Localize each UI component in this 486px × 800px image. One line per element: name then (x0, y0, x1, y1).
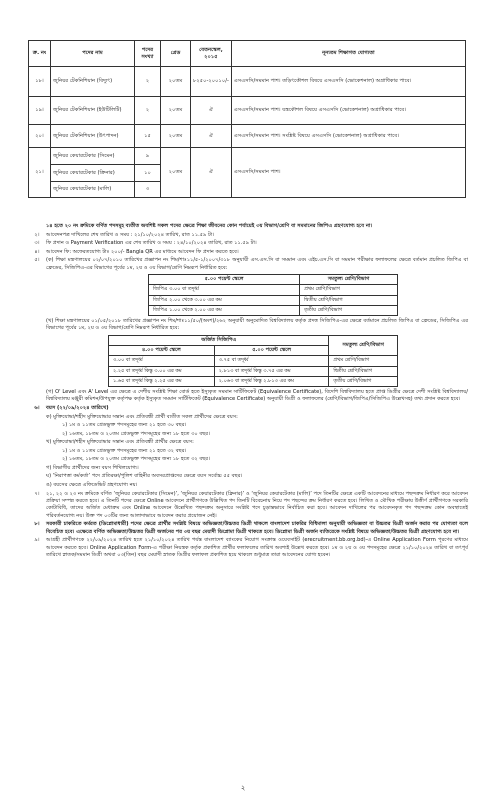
cell-qualification: এসএসসি/সমমান পাশ। সংশ্লিষ্ট বিষয়ে এসএসসি (ভোকেশনাল) অগ্রাধিকার পাবে। (231, 125, 465, 148)
posts-table (28, 40, 466, 198)
age-freedom-fighter (28, 439, 468, 446)
age-text: ঘ) ‘নিরাপত্তা কর্মকর্তা’ পদে প্রতিরক্ষা/পুলিশ বাহিনীর অবসরপ্রাপ্তদের ক্ষেত্রে বয়স সর্বোচ্চ ৫৫ বছর। (46, 473, 243, 480)
cell-class: দ্বিতীয় শ্রেণি/বিভাগ (329, 366, 398, 376)
cell-sl: ১৮। (29, 67, 51, 97)
cell-cgpa-5: ৩.৭৫ বা তদূর্ধ্ব (214, 356, 329, 366)
age-text: ক) মুক্তিযোদ্ধা/শহীদ মুক্তিযোদ্ধার সন্তান এবং প্রতিবন্ধী প্রার্থী ব্যতীত সকল প্রার্থীদের ক্ষেত্রে বয়স: (46, 413, 238, 420)
page-number: ২ (240, 784, 246, 792)
note-payment-deadline (28, 240, 468, 247)
notes-section (28, 223, 468, 561)
note-number: ৪। (34, 248, 40, 255)
note-text: বয়স (২২/০৯/২০২৪ তারিখে) (46, 404, 109, 411)
cell-sl: ২১। (29, 148, 51, 198)
age-general-1 (28, 422, 468, 429)
note-text: (খ) শিক্ষা মন্ত্রণালয়ের ০১/০৫/২০১৮ তারিখের প্রজ্ঞাপন নং শিম/শাঃ১১/৫০/(অংশ)/২৬২ অনুযায়ী অনুমোদিত বিশ্ববিদ্যালয় কর্তৃক প্রদত্ত সিজিপিএ-এর ক্ষেত্রে বর্তমানে প্রচলিত জিপিএ বা ফ্রেডের, সিজিপিএ এর বিভাগের পূর্বের ১ম, ২য় ও ৩য় বিভাগ/শ্রেণি নিম্নরূপ নির্ধারিত হবে: (46, 318, 468, 332)
cell-sl: ১৯। (29, 97, 51, 125)
table-row (29, 97, 466, 125)
table-row (109, 366, 398, 376)
note-grade-restriction (28, 223, 468, 230)
cell-count: ৯ (135, 148, 161, 165)
cell-post: জুনিয়র টেকনিশিয়ান (বিদ্যুৎ) (51, 67, 135, 97)
table-row (149, 285, 398, 295)
note-online-application (28, 537, 468, 559)
cell-post: জুনিয়র কেয়ারটেকার (সিমেন) (51, 148, 135, 165)
header-equivalent-class: সমতুল্য শ্রেণি/বিভাগ (329, 335, 398, 356)
note-number: ৭। (34, 490, 40, 497)
age-freedom-fighter-2 (28, 456, 468, 463)
cell-class: তৃতীয় শ্রেণি/বিভাগ (329, 376, 398, 386)
cell-cgpa-5: ২.০৬৩ বা তদূর্ধ্ব কিন্তু ২.৮১৩ এর কম (214, 376, 329, 386)
note-text: সরকারী চাকরিতে কর্মরত (ডিপ্লোমাধারী) পদের ক্ষেত্রে প্রার্থীর সংশ্লিষ্ট বিষয়ে অভিজ্ঞতা/উচ্চতর ডিগ্রী থাকলে বাংলাদেশ চাকরির বিধিমালা অনুযায়ী অভিজ্ঞতা বা উচ্চতর ডিগ্রী অর্জন করার পর যোগ্যতা বলে বিবেচিত হবে। এক্ষেত্রে বর্ণিত অভিজ্ঞতা/উচ্চতর ডিগ্রী অর্জনের পর ৩য় বছর মেয়াদী ডিপ্লোমা ডিগ্রী থাকতে হবে। ডিপ্লোমা ডিগ্রী অর্জন ব্যতিরেকে সংশ্লিষ্ট বিষয়ে অভিজ্ঞতা/উচ্চতর ডিগ্রী গ্রহণযোগ্য হবে না। (46, 521, 468, 535)
cgpa-equivalence-table (108, 335, 398, 387)
header-equivalent-class: সমতুল্য শ্রেণি/বিভাগ (300, 275, 398, 285)
header-scale: বেতনস্কেল, ২০১৫ (191, 41, 232, 67)
note-experience (28, 521, 468, 536)
note-number: ২। (34, 231, 40, 238)
table-row (29, 67, 466, 97)
table-row (149, 295, 398, 305)
header-count: পদের সংখ্যা (135, 41, 161, 67)
cell-class: দ্বিতীয় শ্রেণি/বিভাগ (300, 295, 398, 305)
cell-cgpa-4: ২.২৫ বা তদূর্ধ্ব কিন্তু ৩.০০ এর কম (109, 366, 215, 376)
age-text: ২) ১৬তম, ১৮তম ও ২০তম গ্রেডভুক্ত পদসমূহের জন্য ১৮ হতে ৩২ বছর। (62, 456, 210, 463)
note-foreign-degree (28, 389, 468, 404)
header-sl: ক্র. নং (29, 41, 51, 67)
header-grade: গ্রেড (161, 41, 191, 67)
cell-qualification: এসএসসি/সমমান পাশ। তড়িৎকৌশল বিষয়ে এসএসসি (ভোকেশনাল) অগ্রাধিকার পাবে। (231, 67, 465, 97)
age-freedom-fighter-1 (28, 448, 468, 455)
cell-qualification: এসএসসি/সমমান পাশ। যন্ত্রকৌশল বিষয়ে এসএসসি (ভোকেশনাল) অগ্রাধিকার পাবে। (231, 97, 465, 125)
header-achieved-cgpa: অর্জিত সিজিপিএ (109, 335, 329, 345)
age-general-2 (28, 431, 468, 438)
age-text: ১) ১ম ও ১১তম গ্রেডভুক্ত পদসমূহের জন্য ২১ হতে ৩০ বছর। (62, 422, 187, 429)
cell-count: ৩ (135, 182, 161, 198)
age-affidavit (28, 482, 468, 489)
note-deadline (28, 232, 468, 239)
note-number: ৮। (34, 521, 40, 528)
note-age-heading (28, 405, 468, 412)
cell-scale: ঐ (191, 148, 232, 198)
note-text: আগ্রহী প্রার্থীগণকে ২২/০৯/২০২৪ তারিখ হতে ২১/১০/২০২৪ তারিখ পর্যন্ত বাংলাদেশ ব্যাংকের নিয়োগ সংক্রান্ত ওয়েবসাইট (erecruitment.bb.org.bd)-এ Online Application Form পূরণের মাধ্যমে আবেদন করতে হবে। Online Application Form-এ পরীক্ষা নিয়ন্ত্রক কর্তৃক প্রকাশিত প্রার্থীর ফলাফলের তারিখ অবশ্যই উল্লেখ করতে হবে। ১ম ও ২য় ও ৩য় পদসমূহের ক্ষেত্রে ২১/১০/২০২৪ তারিখ বা তৎপূর্ব তারিখে স্নাতক/সমমান ডিগ্রী অথবা ০৩(তিন) বছর মেয়াদী স্নাতক ডিগ্রীর ফলাফল প্রকাশিত হয়ে থাকলে শুধুমাত্র তারা আবেদনের যোগ্য হবেন। (46, 537, 468, 558)
table-row (109, 376, 398, 386)
note-gpa-equivalence (28, 257, 468, 272)
age-security-officer (28, 473, 468, 480)
note-application-fee (28, 249, 468, 256)
cell-class: প্রথম শ্রেণি/বিভাগ (329, 356, 398, 366)
cell-cgpa-5: ২.৮১৩ বা তদূর্ধ্ব কিন্তু ৩.৭৫ এর কম (214, 366, 329, 376)
cell-scale: ঐ (191, 125, 232, 148)
cell-post: জুনিয়র টেকনিশিয়ান (ইউটিলিটি) (51, 97, 135, 125)
cell-grade: ২০তম (161, 125, 191, 148)
header-4-point-scale: ৪.০০ পয়েন্ট স্কেলে (109, 346, 215, 356)
gpa-equivalence-table (148, 274, 398, 316)
note-text: ফি প্রদান ও Payment Verification এর শেষ তারিখ ও সময় : ২৪/১০/২০২৪ তারিখ, রাত ১১.৫৯ টা। (46, 240, 257, 247)
cell-grade: ২০তম (161, 97, 191, 125)
cell-grade: ২০তম (161, 67, 191, 97)
note-caretaker-preference (28, 491, 468, 521)
note-text: আবেদন ফি: অফেরতযোগ্য টাঃ ২০০/- Bangla QR এর মাধ্যমে আবেদন ফি প্রদান করতে হবে। (46, 248, 239, 255)
note-number: ৬। (34, 404, 40, 411)
age-text: গ) বিভাগীয় প্রার্থীদের জন্য বয়স শিথিলযোগ্য। (46, 464, 139, 471)
table-row (29, 125, 466, 148)
note-text: (ক) শিক্ষা মন্ত্রণালয়ের ০২/০৭/২০১০ তারিখের প্রজ্ঞাপন নং শিম/শাঃ১১/৫-১/২০০৭/৩১৮ অনুযায়ী এস.এস.সি বা সমমান এবং এইচ.এস.সি বা সমমান পরীক্ষার ফলাফলের ক্ষেত্রে বর্তমান প্রচলিত জিপিএ বা ফ্রেডের, সিজিপিএ-এর বিভাগের পূর্বের ১ম, ২য় ও ৩য় বিভাগ/শ্রেণি নিম্নরূপ নির্ধারিত হবে: (46, 257, 468, 271)
header-gpa-scale: ৫.০০ পয়েন্ট স্কেলে (149, 275, 300, 285)
table-row (109, 356, 398, 366)
cell-post: জুনিয়র কেয়ারটেকার (ক্রিনার) (51, 165, 135, 182)
cell-qualification: এসএসসি/সমমান পাশ। (231, 148, 465, 198)
cell-count: ১০ (135, 165, 161, 182)
age-departmental (28, 465, 468, 472)
table-row (149, 305, 398, 315)
cell-class: তৃতীয় শ্রেণি/বিভাগ (300, 305, 398, 315)
table-header-row (109, 335, 398, 345)
age-text: ২) ১৬তম, ১৮তম ও ২০তম গ্রেডভুক্ত পদসমূহের জন্য ১৮ হতে ৩০ বছর। (62, 430, 210, 437)
cell-cgpa-4: ১.৬৫ বা তদূর্ধ্ব কিন্তু ২.২৫ এর কম (109, 376, 215, 386)
cell-scale: ঐ (191, 97, 232, 125)
table-header-row (149, 275, 398, 285)
note-text: ২১, ২২ ও ২৩ নং ক্রমিকে বর্ণিত ‘জুনিয়র কেয়ারটেকার (সিমেন)’, ‘জুনিয়র কেয়ারটেকার (ক্লিনার)’ ও ‘জুনিয়র কেয়ারটেকার (মালি)’ পদে তিনটির ক্ষেত্রে একটি আবেদনের মাধ্যমে পছন্দক্রম নির্ধারণ করে আবেদন প্রক্রিয়া সম্পন্ন করতে হবে। এ তিনটি পদের ক্ষেত্রে Online আবেদনে প্রার্থীগণকে উল্লিখিত পদ তিনটি বিবেচনায় নিয়ে পদ পছন্দের ক্রম নির্ধারণ করতে হবে। লিখিত ও মৌখিক পরীক্ষায় উত্তীর্ণ প্রার্থীগণকে সরকারি কোটাবিধি, তাদের অর্জিত মেধাক্রম এবং Online আবেদনে উল্লেখিত পছন্দক্রম অনুসারে সংশ্লিষ্ট পদে চূড়ান্তভাবে নির্বাচিত করা হবে। আবেদন দাখিলের পর আবেদনকৃত পদ পছন্দক্রম কোন অবস্থাতেই পরিবর্তনযোগ্য নয়। উক্ত পদ ০৩টির জন্য আলাদাভাবে আবেদন করার প্রয়োজন নেই। (46, 490, 468, 519)
cell-count: ২ (135, 67, 161, 97)
age-general (28, 414, 468, 421)
cell-scale: ৮২৫০-২০০১০/- (191, 67, 232, 97)
cell-cgpa-4: ৩.০০ বা তদূর্ধ্ব (109, 356, 215, 366)
cell-grade: ২০তম (161, 148, 191, 198)
note-number (28, 223, 46, 230)
note-number: ৩। (34, 240, 40, 247)
age-text: ঙ) বয়সের ক্ষেত্রে এফিডেভিট গ্রহণযোগ্য নয়। (46, 482, 138, 488)
header-post: পদের নাম (51, 41, 135, 67)
note-text: ১৪ হতে ২০ নং ক্রমিকে বর্ণিত পদসমূহ ব্যতীত অবশিষ্ট সকল পদের ক্ষেত্রে শিক্ষা জীবনের কোন পর্যায়েই ৩য় বিভাগ/শ্রেণি বা সমমানের জিপিএ গ্রহণযোগ্য হবে না। (46, 223, 373, 229)
note-text: আবেদনপত্র দাখিলের শেষ তারিখ ও সময় : ২১/১০/২০২৪ তারিখ, রাত ১১.৫৯ টা। (46, 231, 215, 238)
cell-sl: ২০। (29, 125, 51, 148)
note-cgpa-equivalence (28, 318, 468, 333)
table-header-row (29, 41, 466, 67)
age-text: খ) মুক্তিযোদ্ধা/শহীদ মুক্তিযোদ্ধার সন্তান এবং প্রতিবন্ধী প্রার্থীর ক্ষেত্রে বয়স: (46, 439, 194, 446)
table-row (29, 148, 466, 165)
cell-gpa: জিপিএ ২.০০ থেকে ৩.০০ এর কম (149, 295, 300, 305)
note-number: ৯। (34, 537, 40, 544)
cell-class: প্রথম শ্রেণি/বিভাগ (300, 285, 398, 295)
cell-gpa: জিপিএ ১.০০ থেকে ২.০০ এর কম (149, 305, 300, 315)
cell-gpa: জিপিএ ৩.০০ বা তদূর্ধ্ব (149, 285, 300, 295)
header-5-point-scale: ৫.০০ পয়েন্ট স্কেলে (214, 346, 329, 356)
age-text: ১) ১ম ও ১১তম গ্রেডভুক্ত পদসমূহের জন্য ২১ হতে ৩২ বছর। (62, 447, 187, 454)
note-number: ৫। (34, 257, 40, 264)
cell-post: জুনিয়র কেয়ারটেকার (মালি) (51, 182, 135, 198)
header-qualification: নূন্যতম শিক্ষাগত যোগ্যতা (231, 41, 465, 67)
cell-post: জুনিয়র টেকনিশিয়ান (উৎপাদন) (51, 125, 135, 148)
note-text: (গ) O' Level এবং A' Level এর ক্ষেত্রে এ দেশীয় সংশ্লিষ্ট শিক্ষা বোর্ড হতে ইস্যুকৃত সমমান সার্টিফিকেট (Equivalence Certificate), বিদেশি বিশ্ববিদ্যালয় হতে প্রাপ্ত ডিগ্রীর ক্ষেত্রে দেশী সংশ্লিষ্ট বিশ্ববিদ্যালয়/বিশ্ববিদ্যালয় মঞ্জুরী কমিশন/উপযুক্ত কর্তৃপক্ষ কর্তৃক ইস্যুকৃত সমমান সার্টিফিকেট (Equivalence Certificate) অনুযায়ী ডিগ্রী ও ফলাফলের (শ্রেণি/বিভাগ/জিপিএ/সিজিপিএ উল্লেখসহ) তথ্য প্রদান করতে হবে। (46, 389, 468, 403)
cell-count: ১৫ (135, 125, 161, 148)
cell-count: ২ (135, 97, 161, 125)
